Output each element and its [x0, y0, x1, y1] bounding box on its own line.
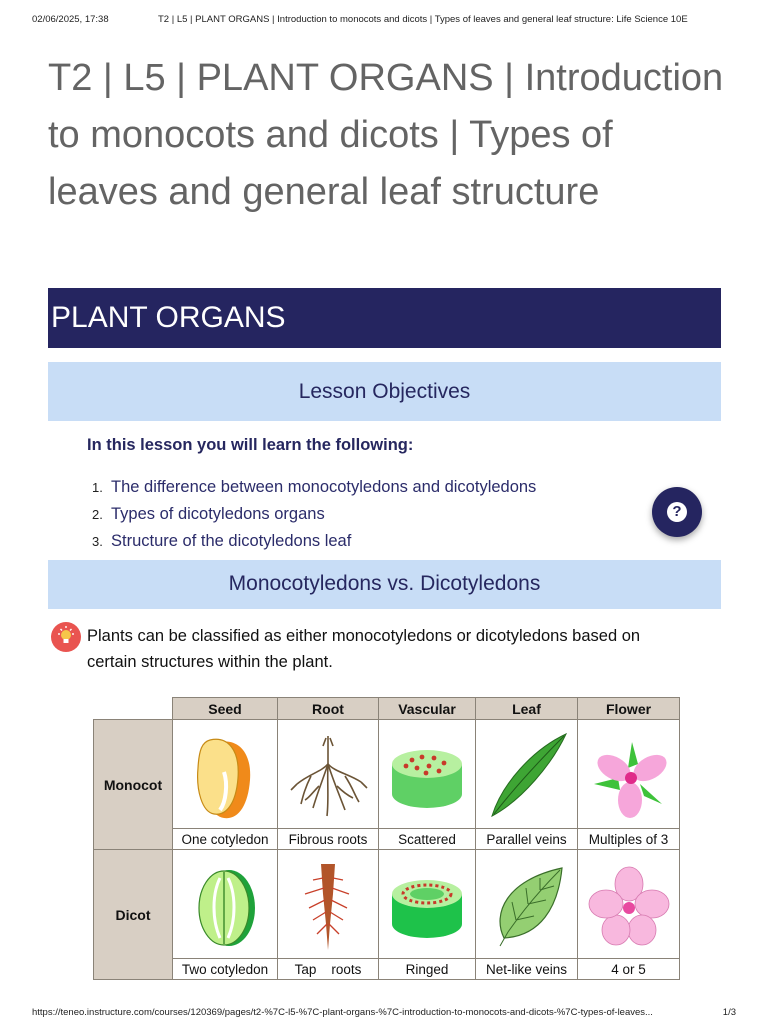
dicot-flower-illustration: [578, 850, 680, 959]
caption-two-cotyledon: Two cotyledon: [173, 959, 278, 980]
caption-one-cotyledon: One cotyledon: [173, 829, 278, 850]
caption-fibrous-roots: Fibrous roots: [278, 829, 379, 850]
comparison-table: [93, 697, 680, 980]
print-url: https://teneo.instructure.com/courses/120369/pages/t2-%7C-l5-%7C-plant-organs-%7C-introduction-to-monocots-and-dicots-%7C-types-of-leaves...: [32, 1007, 653, 1018]
dicot-leaf-illustration: [476, 850, 578, 959]
monocot-leaf-illustration: [476, 720, 578, 829]
objectives-list: [92, 474, 536, 555]
lesson-objectives-heading: Lesson Objectives: [48, 362, 721, 421]
column-header-root: Root: [278, 698, 379, 720]
list-item: [92, 528, 536, 555]
question-icon: ?: [667, 502, 687, 522]
caption-4-or-5: 4 or 5: [578, 959, 680, 980]
monocot-flower-illustration: [578, 720, 680, 829]
caption-net-like-veins: Net-like veins: [476, 959, 578, 980]
monocot-seed-illustration: [173, 720, 278, 829]
help-button[interactable]: [652, 487, 702, 537]
list-number: 2.: [92, 507, 103, 522]
caption-tap-roots: Tap roots: [278, 959, 379, 980]
caption-multiples-of-3: Multiples of 3: [578, 829, 680, 850]
dicot-root-illustration: [278, 850, 379, 959]
objective-text: Types of dicotyledons organs: [111, 505, 325, 523]
column-header-leaf: Leaf: [476, 698, 578, 720]
caption-scattered: Scattered: [379, 829, 476, 850]
dicot-vascular-illustration: [379, 850, 476, 959]
caption-parallel-veins: Parallel veins: [476, 829, 578, 850]
page-title: T2 | L5 | PLANT ORGANS | Introduction to monocots and dicots | Types of leaves and general leaf structure: [48, 57, 724, 213]
lightbulb-icon: [51, 622, 81, 652]
objective-text: The difference between monocotyledons and dicotyledons: [111, 478, 537, 496]
monocots-vs-dicots-heading: Monocotyledons vs. Dicotyledons: [48, 560, 721, 609]
list-item: [92, 501, 536, 528]
print-page-title: T2 | L5 | PLANT ORGANS | Introduction to monocots and dicots | Types of leaves and general leaf structure: Life Science 10E: [158, 14, 688, 25]
intro-paragraph: Plants can be classified as either monocotyledons or dicotyledons based on certain structures within the plant.: [87, 627, 641, 671]
column-header-seed: Seed: [173, 698, 278, 720]
list-number: 1.: [92, 480, 103, 495]
row-label-dicot: Dicot: [94, 850, 173, 980]
objective-text: Structure of the dicotyledons leaf: [111, 532, 352, 550]
page-number: 1/3: [722, 1007, 736, 1018]
list-number: 3.: [92, 534, 103, 549]
monocot-root-illustration: [278, 720, 379, 829]
print-datetime: 02/06/2025, 17:38: [32, 14, 109, 25]
plant-organs-banner: PLANT ORGANS: [48, 288, 721, 348]
monocot-vascular-illustration: [379, 720, 476, 829]
caption-ringed: Ringed: [379, 959, 476, 980]
list-item: [92, 474, 536, 501]
dicot-seed-illustration: [173, 850, 278, 959]
table-corner: [94, 698, 173, 720]
row-label-monocot: Monocot: [94, 720, 173, 850]
objectives-intro: In this lesson you will learn the following:: [87, 436, 414, 454]
column-header-vascular: Vascular: [379, 698, 476, 720]
column-header-flower: Flower: [578, 698, 680, 720]
